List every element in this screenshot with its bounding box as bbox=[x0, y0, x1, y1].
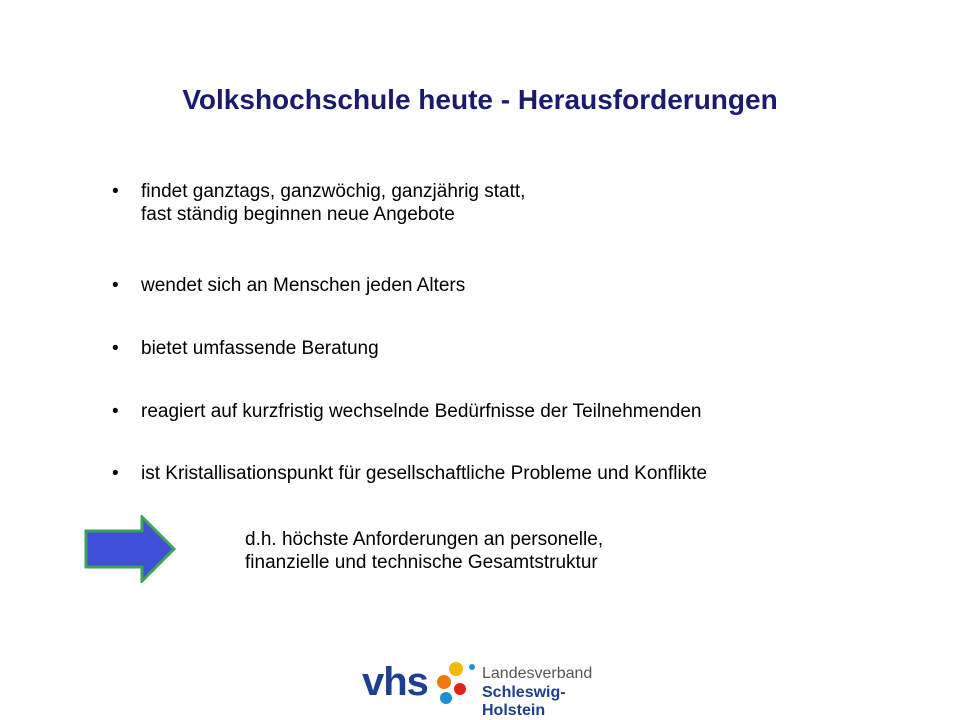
bullet-text: findet ganztags, ganzwöchig, ganzjährig statt, fast ständig beginnen neue Angebote bbox=[141, 181, 526, 225]
bullet-text: ist Kristallisationspunkt für gesellschaftliche Probleme und Konflikte bbox=[141, 463, 708, 484]
bullet-symbol: • bbox=[112, 401, 119, 422]
vhs-logo bbox=[362, 660, 622, 719]
slide-title: Volkshochschule heute - Herausforderungen bbox=[182, 84, 778, 115]
bullet-item bbox=[112, 180, 912, 226]
right-arrow-icon bbox=[84, 515, 176, 583]
bullet-symbol: • bbox=[112, 181, 119, 202]
bullet-item bbox=[112, 462, 912, 485]
bullet-text: bietet umfassende Beratung bbox=[141, 338, 379, 359]
bullet-text: reagiert auf kurzfristig wechselnde Bedürfnisse der Teilnehmenden bbox=[141, 401, 702, 422]
bullet-item bbox=[112, 337, 912, 360]
bullet-item bbox=[112, 400, 912, 423]
bullet-symbol: • bbox=[112, 463, 119, 484]
conclusion-text: d.h. höchste Anforderungen an personelle, finanzielle und technische Gesamtstruktur bbox=[245, 529, 604, 573]
logo-dots-icon bbox=[430, 660, 480, 706]
bullet-item bbox=[112, 274, 912, 297]
bullet-symbol: • bbox=[112, 275, 119, 296]
bullet-text: wendet sich an Menschen jeden Alters bbox=[141, 275, 466, 296]
logo-line-landesverband: Landesverband bbox=[482, 665, 593, 682]
bullet-symbol: • bbox=[112, 338, 119, 359]
logo-mark: vhs bbox=[362, 660, 428, 704]
logo-line-region: Schleswig-Holstein bbox=[482, 684, 566, 719]
